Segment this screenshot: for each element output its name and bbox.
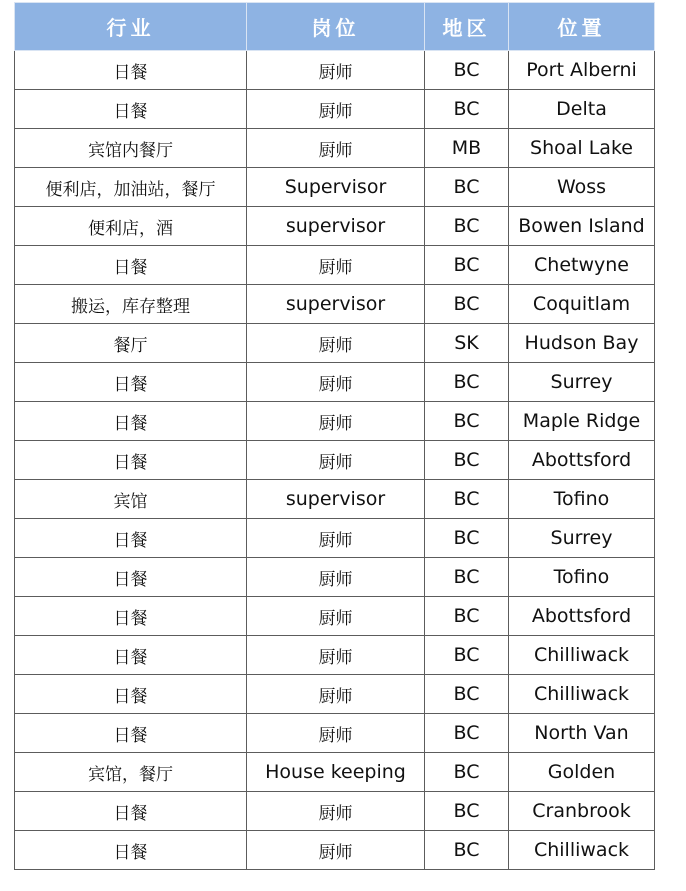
region-cell: BC — [425, 558, 509, 597]
industry-cell: 便利店，酒 — [15, 207, 247, 246]
location-cell: Coquitlam — [509, 285, 655, 324]
position-cell: 厨师 — [247, 402, 425, 441]
table-row — [15, 558, 655, 597]
location-cell: Port Alberni — [509, 51, 655, 90]
region-cell: BC — [425, 246, 509, 285]
table-row — [15, 207, 655, 246]
position-cell: 厨师 — [247, 636, 425, 675]
industry-cell: 日餐 — [15, 675, 247, 714]
industry-cell: 宾馆，餐厅 — [15, 753, 247, 792]
table-row — [15, 129, 655, 168]
industry-cell: 日餐 — [15, 363, 247, 402]
region-cell: BC — [425, 831, 509, 870]
location-cell: Maple Ridge — [509, 402, 655, 441]
region-cell: BC — [425, 51, 509, 90]
location-cell: Delta — [509, 90, 655, 129]
location-cell: Cranbrook — [509, 792, 655, 831]
industry-cell: 搬运，库存整理 — [15, 285, 247, 324]
location-cell: Tofino — [509, 558, 655, 597]
position-cell: 厨师 — [247, 519, 425, 558]
industry-cell: 日餐 — [15, 51, 247, 90]
position-cell: supervisor — [247, 480, 425, 519]
table-row — [15, 90, 655, 129]
industry-cell: 日餐 — [15, 597, 247, 636]
job-table-sheet — [14, 2, 655, 870]
region-cell: BC — [425, 714, 509, 753]
table-row — [15, 753, 655, 792]
region-cell: BC — [425, 207, 509, 246]
location-cell: Chetwyne — [509, 246, 655, 285]
position-cell: 厨师 — [247, 246, 425, 285]
column-header-industry: 行业 — [15, 3, 247, 51]
region-cell: BC — [425, 519, 509, 558]
table-row — [15, 51, 655, 90]
table-row — [15, 324, 655, 363]
location-cell: Chilliwack — [509, 636, 655, 675]
industry-cell: 宾馆 — [15, 480, 247, 519]
industry-cell: 宾馆内餐厅 — [15, 129, 247, 168]
location-cell: North Van — [509, 714, 655, 753]
location-cell: Hudson Bay — [509, 324, 655, 363]
location-cell: Surrey — [509, 519, 655, 558]
region-cell: BC — [425, 90, 509, 129]
table-row — [15, 246, 655, 285]
industry-cell: 餐厅 — [15, 324, 247, 363]
region-cell: BC — [425, 402, 509, 441]
industry-cell: 日餐 — [15, 636, 247, 675]
region-cell: BC — [425, 168, 509, 207]
position-cell: 厨师 — [247, 792, 425, 831]
industry-cell: 日餐 — [15, 558, 247, 597]
region-cell: BC — [425, 792, 509, 831]
position-cell: House keeping — [247, 753, 425, 792]
position-cell: 厨师 — [247, 324, 425, 363]
table-row — [15, 792, 655, 831]
table-row — [15, 402, 655, 441]
table-row — [15, 675, 655, 714]
position-cell: 厨师 — [247, 675, 425, 714]
table-body — [15, 51, 655, 870]
position-cell: 厨师 — [247, 129, 425, 168]
position-cell: 厨师 — [247, 558, 425, 597]
location-cell: Surrey — [509, 363, 655, 402]
region-cell: BC — [425, 753, 509, 792]
industry-cell: 日餐 — [15, 90, 247, 129]
position-cell: supervisor — [247, 285, 425, 324]
position-cell: 厨师 — [247, 714, 425, 753]
region-cell: MB — [425, 129, 509, 168]
industry-cell: 日餐 — [15, 519, 247, 558]
industry-cell: 日餐 — [15, 441, 247, 480]
column-header-position: 岗位 — [247, 3, 425, 51]
table-row — [15, 714, 655, 753]
table-row — [15, 441, 655, 480]
location-cell: Shoal Lake — [509, 129, 655, 168]
location-cell: Golden — [509, 753, 655, 792]
position-cell: 厨师 — [247, 441, 425, 480]
position-cell: 厨师 — [247, 831, 425, 870]
table-row — [15, 363, 655, 402]
position-cell: supervisor — [247, 207, 425, 246]
table-row — [15, 285, 655, 324]
region-cell: BC — [425, 285, 509, 324]
position-cell: 厨师 — [247, 597, 425, 636]
position-cell: Supervisor — [247, 168, 425, 207]
industry-cell: 日餐 — [15, 246, 247, 285]
industry-cell: 日餐 — [15, 714, 247, 753]
column-header-region: 地区 — [425, 3, 509, 51]
position-cell: 厨师 — [247, 90, 425, 129]
region-cell: BC — [425, 636, 509, 675]
industry-cell: 日餐 — [15, 792, 247, 831]
region-cell: BC — [425, 480, 509, 519]
location-cell: Chilliwack — [509, 831, 655, 870]
region-cell: BC — [425, 363, 509, 402]
position-cell: 厨师 — [247, 363, 425, 402]
table-row — [15, 636, 655, 675]
industry-cell: 便利店，加油站，餐厅 — [15, 168, 247, 207]
table-row — [15, 597, 655, 636]
region-cell: SK — [425, 324, 509, 363]
region-cell: BC — [425, 597, 509, 636]
table-row — [15, 168, 655, 207]
industry-cell: 日餐 — [15, 831, 247, 870]
region-cell: BC — [425, 675, 509, 714]
location-cell: Bowen Island — [509, 207, 655, 246]
job-listing-table — [14, 2, 655, 870]
table-row — [15, 480, 655, 519]
location-cell: Chilliwack — [509, 675, 655, 714]
region-cell: BC — [425, 441, 509, 480]
location-cell: Abottsford — [509, 441, 655, 480]
table-row — [15, 831, 655, 870]
location-cell: Tofino — [509, 480, 655, 519]
location-cell: Abottsford — [509, 597, 655, 636]
industry-cell: 日餐 — [15, 402, 247, 441]
location-cell: Woss — [509, 168, 655, 207]
column-header-location: 位置 — [509, 3, 655, 51]
position-cell: 厨师 — [247, 51, 425, 90]
header-row — [15, 3, 655, 51]
table-row — [15, 519, 655, 558]
